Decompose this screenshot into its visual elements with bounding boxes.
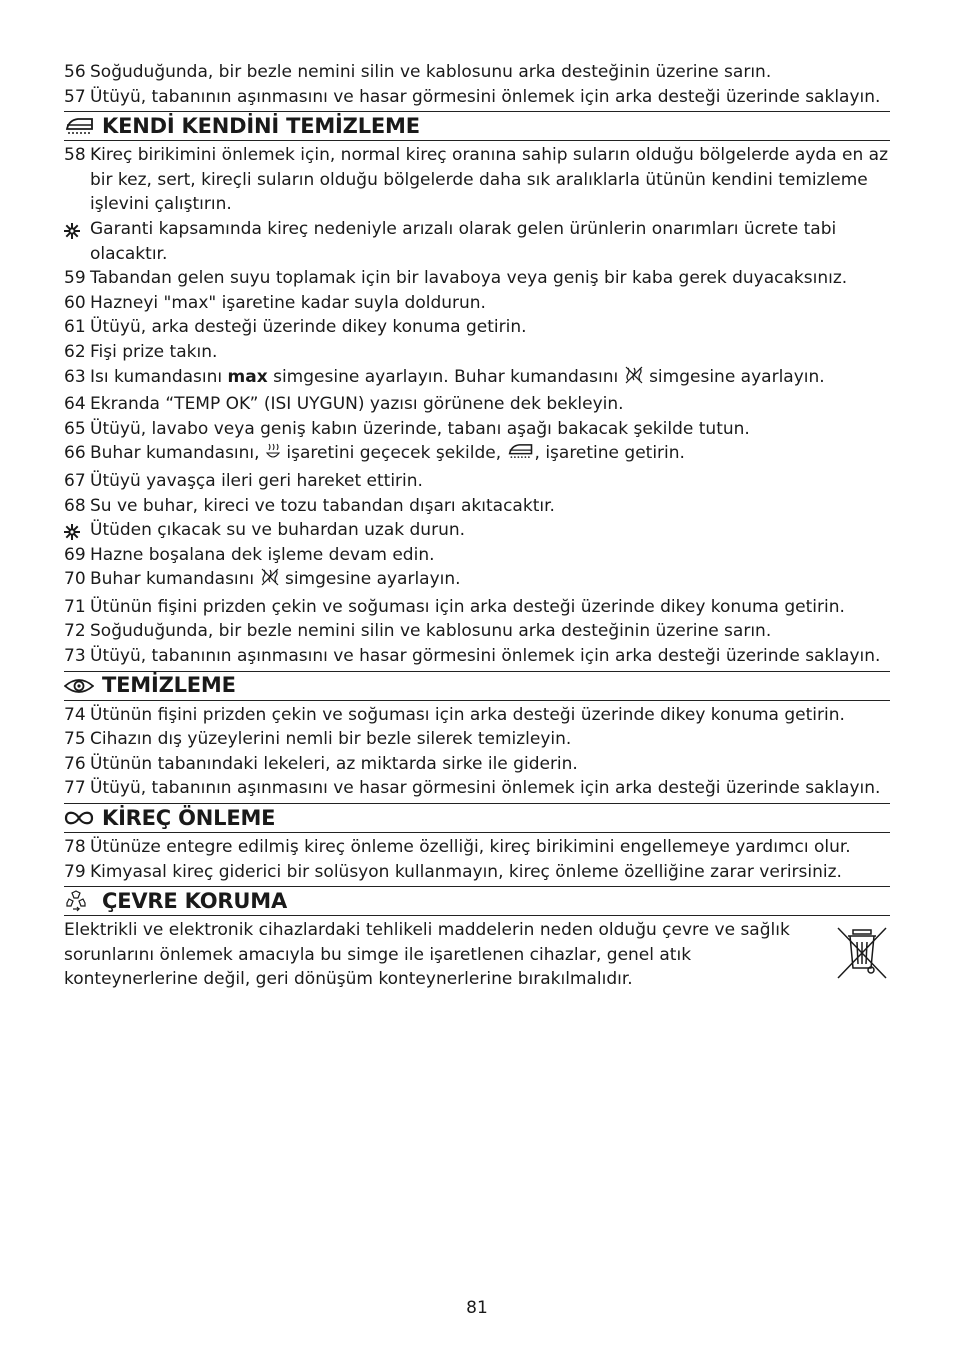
step-64: 64 Ekranda “TEMP OK” (ISI UYGUN) yazısı görünene dek bekleyin.: [64, 394, 624, 415]
section-title: KENDİ KENDİNİ TEMİZLEME: [102, 113, 420, 138]
step-61: 61 Ütüyü, arka desteği üzerinde dikey konuma getirin.: [64, 317, 527, 338]
section-title: ÇEVRE KORUMA: [102, 888, 287, 913]
environment-text: Elektrikli ve elektronik cihazlardaki tehlikeli maddelerin neden olduğu çevre ve sağlık sorunlarını önlemek amacıyla bu simge ile işaretlenen cihazlar, genel atık konteynerlerine değil, geri dönüşüm konteynerlerine bırakılmalıdır.: [64, 920, 790, 990]
warning-icon: [64, 217, 90, 266]
section-title: TEMİZLEME: [102, 673, 236, 698]
step-59: 59 Tabandan gelen suyu toplamak için bir lavaboya veya geniş bir kaba gerek duyacaksınız.: [64, 268, 848, 289]
crossed-bin-icon: [836, 918, 890, 988]
recycle-icon: [64, 890, 102, 912]
section-title: KİREÇ ÖNLEME: [102, 805, 276, 830]
self-clean-icon: [507, 441, 535, 469]
step-71: 71 Ütünün fişini prizden çekin ve soğuması için arka desteği üzerinde dikey konuma getirin.: [64, 596, 845, 617]
step-77: 77 Ütüyü, tabanının aşınmasını ve hasar görmesini önlemek için arka desteği üzerinde saklayın.: [64, 778, 881, 799]
step-57: 57 Ütüyü, tabanının aşınmasını ve hasar görmesini önlemek için arka desteği üzerinde saklayın.: [64, 86, 881, 107]
step-56: 56 Soğuduğunda, bir bezle nemini silin ve kablosunu arka desteğinin üzerine sarın.: [64, 62, 772, 82]
page-number: 81: [466, 1298, 488, 1318]
warning-note: Garanti kapsamında kireç nedeniyle arızalı olarak gelen ürünlerin onarımları ücrete tabi olacaktır.: [64, 217, 890, 266]
step-76: 76 Ütünün tabanındaki lekeleri, az miktarda sirke ile giderin.: [64, 753, 578, 774]
section-cleaning-heading: [64, 671, 890, 701]
steam-icon: [265, 443, 281, 469]
step-74: 74 Ütünün fişini prizden çekin ve soğuması için arka desteği üzerinde dikey konuma getirin.: [64, 704, 845, 725]
anti-scale-icon: [64, 810, 102, 826]
section-self-clean-heading: [64, 111, 890, 141]
self-clean-icon: [64, 115, 102, 137]
step-73: 73 Ütüyü, tabanının aşınmasını ve hasar görmesini önlemek için arka desteği üzerinde saklayın.: [64, 646, 881, 667]
step-67: 67 Ütüyü yavaşça ileri geri hareket ettirin.: [64, 470, 423, 491]
warning-icon: [64, 518, 90, 543]
step-70: 70 Buhar kumandasını simgesine ayarlayın.: [64, 567, 890, 595]
step-75: 75 Cihazın dış yüzeylerini nemli bir bezle silerek temizleyin.: [64, 729, 572, 750]
step-72: 72 Soğuduğunda, bir bezle nemini silin ve kablosunu arka desteğinin üzerine sarın.: [64, 621, 772, 642]
steam-max-icon: [624, 365, 644, 393]
cleaning-icon: [64, 677, 102, 695]
step-60: 60 Hazneyi "max" işaretine kadar suyla doldurun.: [64, 292, 486, 313]
step-68: 68 Su ve buhar, kireci ve tozu tabandan dışarı akıtacaktır.: [64, 495, 555, 516]
steam-max-icon: [260, 567, 280, 595]
manual-page-content: [64, 60, 890, 992]
step-58: 58 Kireç birikimini önlemek için, normal kireç oranına sahip suların olduğu bölgelerde ayda en az bir kez, sert, kireçli suların olduğu bölgelerde daha sık aralıklarla ütünün kendini temizleme işlevini çalıştırın.: [64, 145, 888, 215]
step-78: 78 Ütünüze entegre edilmiş kireç önleme özelliği, kireç birikimini engellemeye yardımcı olur.: [64, 837, 851, 858]
warning-note: Ütüden çıkacak su ve buhardan uzak durun.: [64, 518, 890, 543]
section-anti-scale-heading: [64, 803, 890, 833]
environment-paragraph-block: [64, 918, 890, 992]
max-label: max: [227, 366, 268, 387]
step-62: 62 Fişi prize takın.: [64, 341, 218, 362]
step-66: 66 Buhar kumandasını, işaretini geçecek şekilde, , işaretine getirin.: [64, 441, 890, 469]
step-69: 69 Hazne boşalana dek işleme devam edin.: [64, 544, 435, 565]
step-63: 63 Isı kumandasını max simgesine ayarlayın. Buhar kumandasını simgesine ayarlayın.: [64, 365, 890, 393]
step-65: 65 Ütüyü, lavabo veya geniş kabın üzerinde, tabanı aşağı bakacak şekilde tutun.: [64, 418, 750, 439]
section-environment-heading: [64, 886, 890, 916]
step-79: 79 Kimyasal kireç giderici bir solüsyon kullanmayın, kireç önleme özelliğine zarar verirsiniz.: [64, 861, 842, 882]
